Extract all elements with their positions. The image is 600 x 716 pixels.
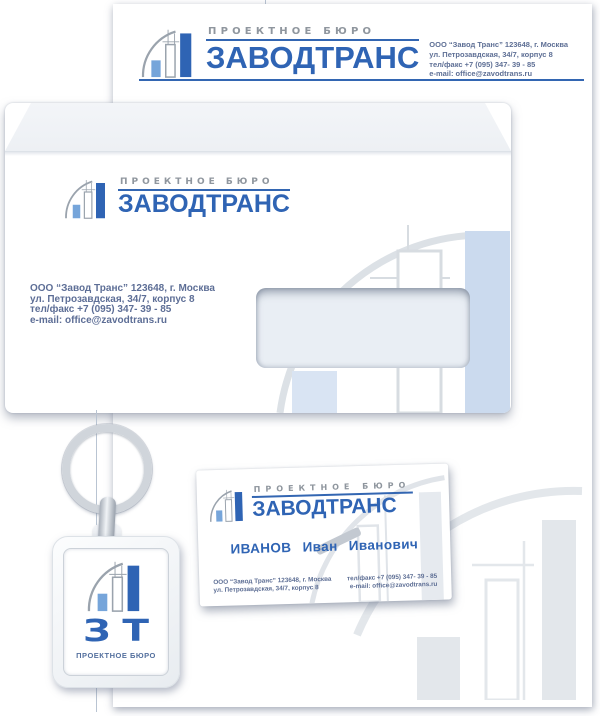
contact-name-city: ООО “Завод Транс” 123648, г. Москва	[30, 283, 215, 294]
letterhead-logo	[138, 26, 419, 78]
envelope	[5, 103, 511, 413]
card-phone-block	[347, 573, 438, 593]
contact-phone: тел/факс +7 (095) 347- 39 - 85	[30, 304, 172, 316]
keyfob-tagline: ПРОЕКТНОЕ БЮРО	[76, 651, 156, 660]
contact-street: ул. Петрозавдская, 34/7, корпус 8	[429, 49, 553, 59]
contact-street: ул. Петрозавдская, 34/7, корпус 8	[213, 584, 319, 595]
logo-name: ЗАВОДТРАНС	[251, 493, 397, 521]
contact-phone: тел/факс +7 (095) 347- 39 - 85	[429, 59, 536, 69]
letterhead-divider-rule	[139, 79, 584, 81]
contact-email: e-mail: office@zavodtrans.ru	[30, 314, 168, 326]
envelope-sender-block	[30, 284, 215, 326]
card-address-block	[213, 576, 332, 596]
logo-tagline: ПРОЕКТНОЕ БЮРО	[118, 177, 290, 191]
logo-name: ЗАВОДТРАНС	[206, 40, 420, 75]
envelope-flap-shadow	[5, 152, 511, 156]
logo-name: ЗАВОДТРАНС	[118, 190, 290, 218]
logo-mark-icon	[87, 554, 145, 616]
keyfob	[52, 536, 180, 688]
logo-tagline: ПРОЕКТНОЕ БЮРО	[206, 26, 419, 41]
contact-email: e-mail: office@zavodtrans.ru	[349, 581, 438, 591]
envelope-logo	[62, 177, 290, 219]
contact-phone: тел/факс +7 (095) 347- 39 - 85	[346, 572, 438, 583]
contact-name-city: ООО “Завод Транс” 123648, г. Москва	[429, 40, 568, 49]
logo-text	[118, 177, 290, 218]
keyfob-panel	[63, 548, 169, 676]
logo-tagline: ПРОЕКТНОЕ БЮРО	[252, 481, 413, 498]
contact-name-city: ООО “Завод Транс” 123648, г. Москва	[213, 575, 332, 586]
monogram: ЗТ	[82, 614, 161, 649]
logo-mark-icon	[209, 485, 247, 524]
card-person-name: ИВАНОВ Иван Иванович	[230, 536, 419, 557]
logo-mark-icon	[138, 26, 200, 78]
logo-text	[206, 26, 419, 74]
envelope-address-window	[256, 288, 470, 368]
contact-street: ул. Петрозавдская, 34/7, корпус 8	[30, 293, 195, 305]
envelope-flap	[5, 103, 511, 151]
logo-text	[252, 481, 414, 521]
logo-mark-icon	[62, 177, 112, 219]
card-logo	[209, 481, 414, 525]
letterhead-contact-block	[429, 40, 568, 79]
contact-email: e-mail: office@zavodtrans.ru	[429, 69, 533, 79]
business-card	[196, 464, 452, 607]
